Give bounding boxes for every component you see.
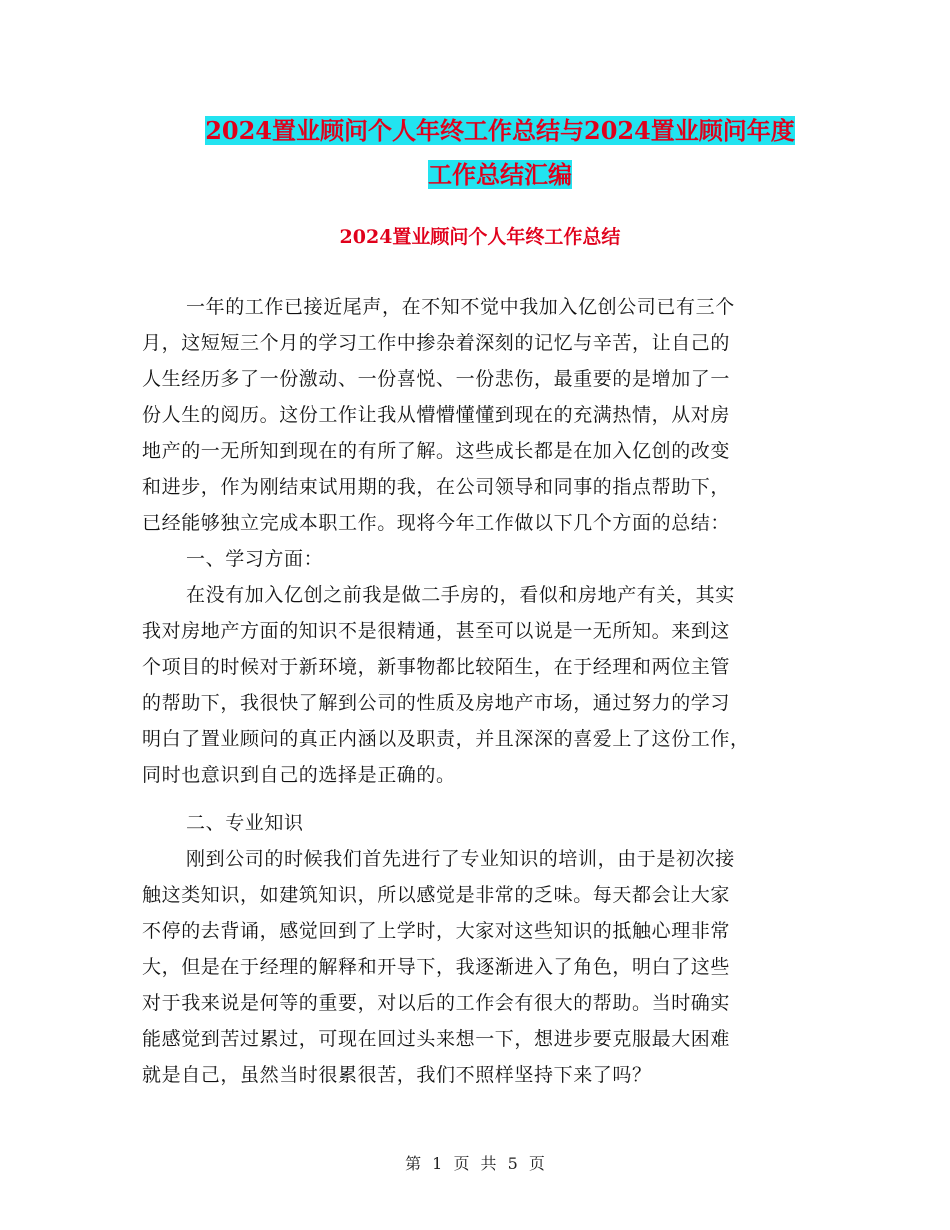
paragraph-line: 月，这短短三个月的学习工作中掺杂着深刻的记忆与辛苦，让自己的 [142,332,731,354]
paragraph-line: 在没有加入亿创之前我是做二手房的，看似和房地产有关，其实 [186,584,735,606]
paragraph-line: 一年的工作已接近尾声，在不知不觉中我加入亿创公司已有三个 [186,296,735,318]
paragraph-line: 大，但是在于经理的解释和开导下，我逐渐进入了角色，明白了这些 [142,956,731,978]
paragraph-line: 我对房地产方面的知识不是很精通，甚至可以说是一无所知。来到这 [142,620,731,642]
paragraph-line: 已经能够独立完成本职工作。现将今年工作做以下几个方面的总结： [142,512,731,534]
paragraph-line: 份人生的阅历。这份工作让我从懵懵懂懂到现在的充满热情，从对房 [142,404,731,426]
document-body [142,289,812,1093]
section-title: 2024置业顾问个人年终工作总结 [339,226,621,248]
section-heading-professional: 二、专业知识 [186,812,304,834]
paragraph-line: 个项目的时候对于新环境，新事物都比较陌生，在于经理和两位主管 [142,656,731,678]
paragraph-line: 地产的一无所知到现在的有所了解。这些成长都是在加入亿创的改变 [142,440,731,462]
paragraph-line: 对于我来说是何等的重要，对以后的工作会有很大的帮助。当时确实 [142,992,731,1014]
page-number-footer: 第 1 页 共 5 页 [405,1154,545,1173]
document-title-line-2: 工作总结汇编 [428,160,572,189]
paragraph-line: 明白了置业顾问的真正内涵以及职责，并且深深的喜爱上了这份工作， [142,728,750,750]
paragraph-gap [142,793,812,805]
paragraph-line: 能感觉到苦过累过，可现在回过头来想一下，想进步要克服最大困难 [142,1028,731,1050]
paragraph-line: 不停的去背诵，感觉回到了上学时，大家对这些知识的抵触心理非常 [142,920,731,942]
paragraph-line: 和进步，作为刚结束试用期的我，在公司领导和同事的指点帮助下， [142,476,731,498]
paragraph-line: 的帮助下，我很快了解到公司的性质及房地产市场，通过努力的学习 [142,692,731,714]
section-heading-study: 一、学习方面： [186,548,324,570]
document-title-line-1: 2024置业顾问个人年终工作总结与2024置业顾问年度 [205,116,795,145]
paragraph-line: 人生经历多了一份激动、一份喜悦、一份悲伤，最重要的是增加了一 [142,368,731,390]
paragraph-line: 触这类知识，如建筑知识，所以感觉是非常的乏味。每天都会让大家 [142,884,731,906]
paragraph-line: 同时也意识到自己的选择是正确的。 [142,764,456,786]
paragraph-line: 刚到公司的时候我们首先进行了专业知识的培训，由于是初次接 [186,848,735,870]
paragraph-line: 就是自己，虽然当时很累很苦，我们不照样坚持下来了吗？ [142,1064,652,1086]
